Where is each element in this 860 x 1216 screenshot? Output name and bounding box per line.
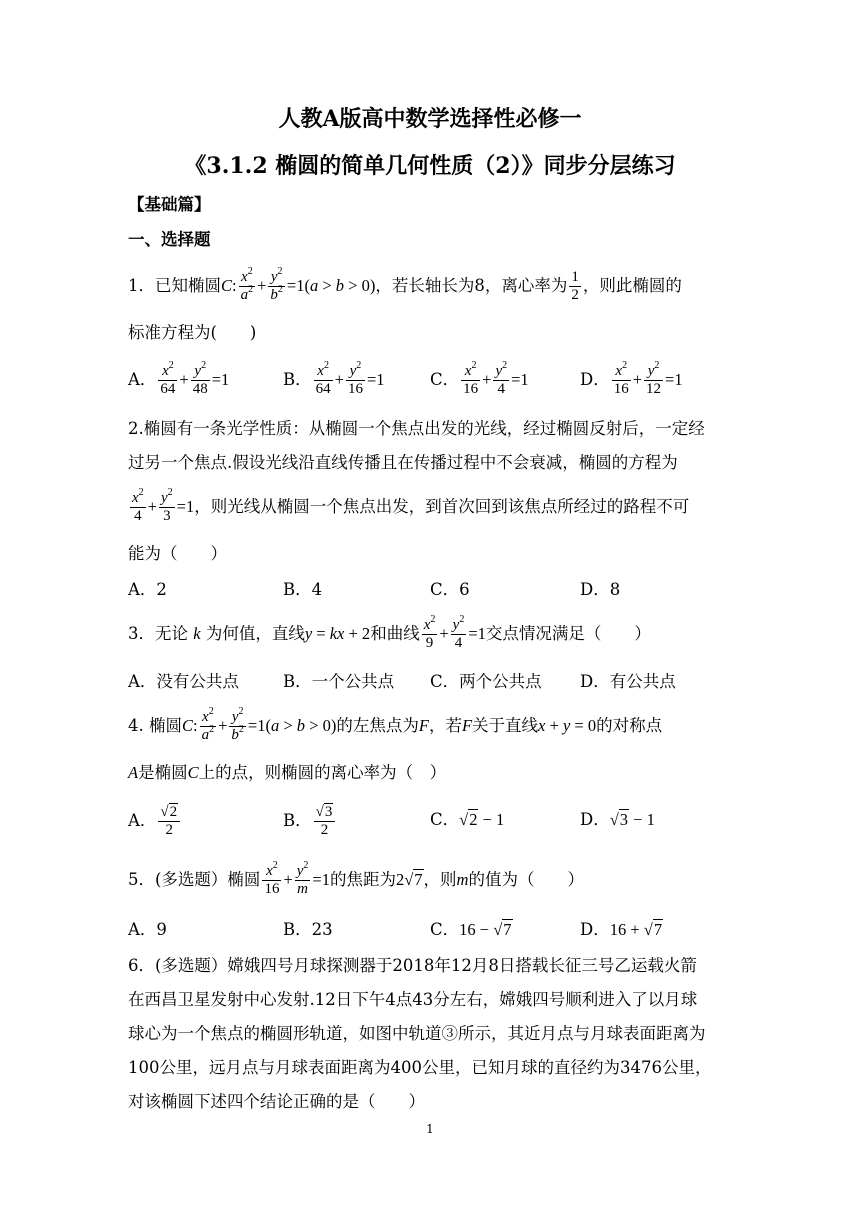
section-part: 一、选择题 — [128, 230, 211, 249]
q1-frac-x: $\frac{x^2}{a^2}$ — [240, 266, 254, 303]
q3-option-c: C．两个公共点 — [430, 672, 542, 691]
q2-option-a: A．2 — [128, 580, 167, 599]
q1-stem: 1．已知椭圆C: $\frac{x^2}{a^2}$ + $\frac{y^2}{b^2}$ =1(a > b > 0)，若长轴长为8，离心率为 $\frac{1}{2}$ ，则此椭圆的 — [128, 266, 682, 303]
q2-option-b: B．4 — [283, 580, 323, 599]
q3-stem: 3．无论 k 为何值，直线y = kx + 2和曲线 $\frac{x^2}{9}$ + $\frac{y^2}{4}$ =1交点情况满足（ ） — [128, 614, 651, 651]
q1-stem-b: ，若长轴长为8，离心率为 — [375, 276, 568, 295]
q3-option-a: A．没有公共点 — [128, 672, 239, 691]
q4-option-c: C．√2 − 1 — [430, 810, 505, 829]
q1-option-a: A． $\frac{x^2}{64}$ + $\frac{y^2}{48}$ =1 — [128, 360, 230, 397]
q6-line4: 100公里，远月点与月球表面距离为400公里，已知月球的直径约为3476公里， — [128, 1058, 712, 1077]
q5-option-a: A．9 — [128, 920, 167, 939]
q1-stem-d: 标准方程为( ) — [128, 323, 257, 342]
q1-stem-c: ，则此椭圆的 — [582, 276, 682, 295]
q4-option-b: B． $\frac{√3}{2}$ — [283, 800, 337, 842]
q2-line4: 能为（ ） — [128, 544, 227, 563]
q2-line3: $\frac{x^2}{4}$ + $\frac{y^2}{3}$ =1，则光线从椭圆一个焦点出发，到首次回到该焦点所经过的路程不可 — [132, 487, 690, 524]
q1-frac-y: $\frac{y^2}{b^2}$ — [270, 266, 283, 303]
q5-option-b: B．23 — [283, 920, 333, 939]
q2-option-c: C．6 — [430, 580, 470, 599]
section-level: 【基础篇】 — [128, 195, 211, 214]
page-number: 1 — [426, 1122, 434, 1136]
q1-formula: C — [221, 276, 233, 295]
q6-line1: 6．(多选题）嫦娥四号月球探测器于2018年12月8日搭载长征三号乙运载火箭 — [128, 956, 697, 975]
q2-option-d: D．8 — [580, 580, 621, 599]
q5-stem: 5．(多选题）椭圆 $\frac{x^2}{16}$ + $\frac{y^2}{m}$ =1的焦距为2√7，则m的值为（ ） — [128, 860, 584, 897]
q4-option-d: D．√3 − 1 — [580, 810, 655, 829]
q5-option-c: C．16 − √7 — [430, 920, 512, 939]
q3-option-d: D．有公共点 — [580, 672, 676, 691]
q1-option-d: D． $\frac{x^2}{16}$ + $\frac{y^2}{12}$ =1 — [580, 360, 683, 397]
q1-option-b: B． $\frac{x^2}{64}$ + $\frac{y^2}{16}$ =1 — [283, 360, 385, 397]
q1-frac-half: $\frac{1}{2}$ — [571, 269, 579, 303]
q3-option-b: B．一个公共点 — [283, 672, 395, 691]
q4-line2: A是椭圆C上的点，则椭圆的离心率为（ ） — [128, 763, 447, 782]
q2-line2: 过另一个焦点.假设光线沿直线传播且在传播过程中不会衰减，椭圆的方程为 — [128, 453, 678, 472]
q5-option-d: D．16 + √7 — [580, 920, 663, 939]
q6-line3: 球心为一个焦点的椭圆形轨道，如图中轨道③所示，其近月点与月球表面距离为 — [128, 1024, 706, 1043]
q1-stem-a: 1．已知椭圆 — [128, 276, 221, 295]
q1-option-c: C． $\frac{x^2}{16}$ + $\frac{y^2}{4}$ =1 — [430, 360, 529, 397]
q2-line1: 2.椭圆有一条光学性质：从椭圆一个焦点出发的光线，经过椭圆反射后，一定经 — [128, 419, 705, 438]
q6-line5: 对该椭圆下述四个结论正确的是（ ） — [128, 1092, 425, 1111]
document-title: 人教A版高中数学选择性必修一 — [278, 106, 582, 132]
q4-option-a: A． $\frac{√2}{2}$ — [128, 800, 182, 842]
q4-stem: 4. 椭圆C: $\frac{x^2}{a^2}$ + $\frac{y^2}{b^2}$ =1(a > b > 0)的左焦点为F，若F关于直线x + y = 0的对称点 — [128, 706, 663, 743]
document-subtitle: 《3.1.2 椭圆的简单几何性质（2）》同步分层练习 — [184, 153, 676, 179]
q6-line2: 在西昌卫星发射中心发射.12日下午4点43分左右，嫦娥四号顺利进入了以月球 — [128, 990, 698, 1009]
